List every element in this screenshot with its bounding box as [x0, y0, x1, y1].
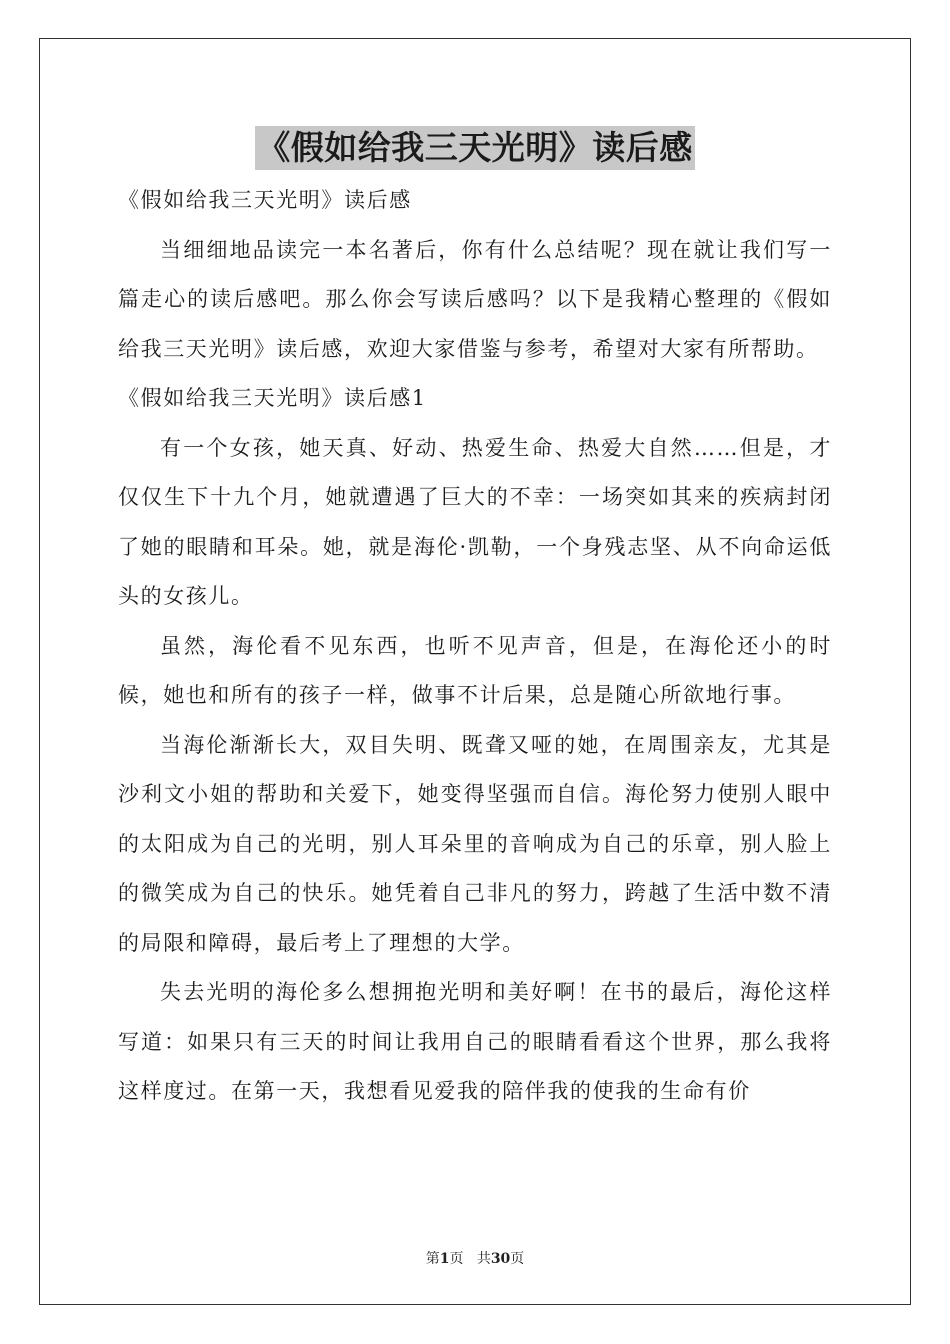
page-number: 1 [439, 1251, 450, 1267]
section-heading: 《假如给我三天光明》读后感1 [118, 386, 427, 410]
body-paragraph: 有一个女孩，她天真、好动、热爱生命、热爱大自然……但是，才仅仅生下十九个月，她就遭遇了巨大的不幸：一场突如其来的疾病封闭了她的眼睛和耳朵。她，就是海伦·凯勒，一个身残志坚、从不向命运低头的女孩儿。 [118, 435, 832, 608]
body-paragraph: 失去光明的海伦多么想拥抱光明和美好啊！在书的最后，海伦这样写道：如果只有三天的时间让我用自己的眼睛看看这个世界，那么我将这样度过。在第一天，我想看见爱我的陪伴我的使我的生命有价 [118, 980, 832, 1103]
title-container [0, 126, 950, 170]
total-pages: 30 [490, 1251, 511, 1267]
total-label-prefix: 共 [476, 1251, 491, 1267]
total-label-suffix: 页 [510, 1251, 525, 1267]
body-paragraph: 当海伦渐渐长大，双目失明、既聋又哑的她，在周围亲友，尤其是沙利文小姐的帮助和关爱下，她变得坚强而自信。海伦努力使别人眼中的太阳成为自己的光明，别人耳朵里的音响成为自己的乐章，别人脸上的微笑成为自己的快乐。她凭着自己非凡的努力，跨越了生活中数不清的局限和障碍，最后考上了理想的大学。 [118, 732, 832, 955]
page-label-suffix: 页 [449, 1251, 464, 1267]
page-label-prefix: 第 [425, 1251, 440, 1267]
body-paragraph: 当细细地品读完一本名著后，你有什么总结呢？现在就让我们写一篇走心的读后感吧。那么你会写读后感吗？以下是我精心整理的《假如给我三天光明》读后感，欢迎大家借鉴与参考，希望对大家有所帮助。 [118, 237, 832, 361]
page-footer [0, 1248, 950, 1268]
document-title: 《假如给我三天光明》读后感 [255, 126, 695, 170]
document-body [118, 176, 832, 1117]
body-paragraph: 虽然，海伦看不见东西，也听不见声音，但是，在海伦还小的时候，她也和所有的孩子一样，做事不计后果，总是随心所欲地行事。 [118, 633, 832, 707]
section-heading: 《假如给我三天光明》读后感 [118, 188, 412, 212]
